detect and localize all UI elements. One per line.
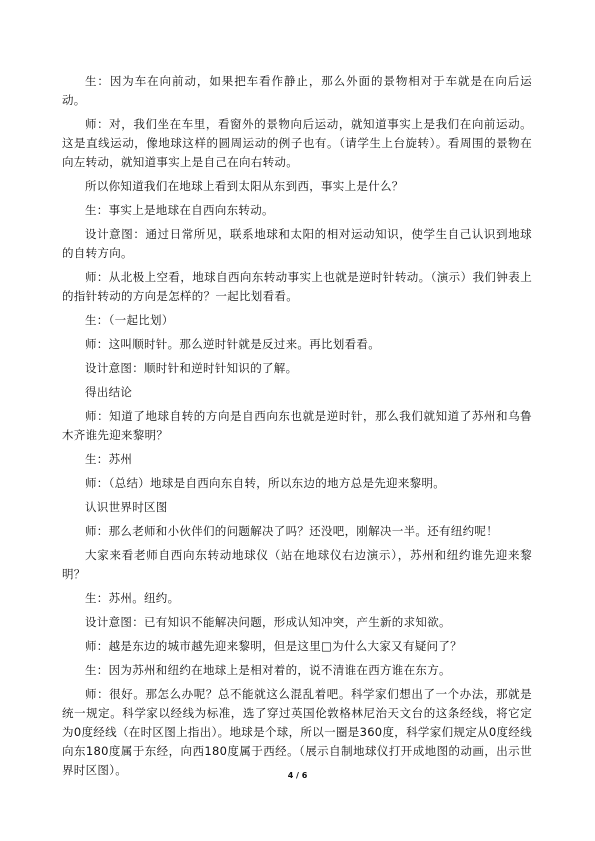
- paragraph: 师：很好。那怎么办呢？总不能就这么混乱着吧。科学家们想出了一个办法，那就是统一规定。科学家以经线为标准，选了穿过英国伦敦格林尼治天文台的这条经线，将它定为0度经线（在时区图上指出）。地球是个球，所以一圈是360度，科学家们规定从0度经线向东180度属于东经，向西180度属于西经。（展示自制地球仪打开成地图的动画，出示世界时区图）。: [62, 687, 532, 777]
- paragraph: 设计意图：顺时针和逆时针知识的了解。: [85, 361, 298, 375]
- paragraph: 生：苏州: [85, 452, 133, 466]
- paragraph: 所以你知道我们在地球上看到太阳从东到西，事实上是什么？: [85, 179, 404, 193]
- page-number: 4 / 6: [287, 771, 308, 780]
- paragraph: 生：因为苏州和纽约在地球上是相对着的，说不清谁在西方谁在东方。: [85, 663, 451, 677]
- paragraph: 生：事实上是地球在自西向东转动。: [85, 203, 274, 217]
- paragraph: 师：从北极上空看，地球自西向东转动事实上也就是逆时针转动。（演示）我们钟表上的指针转动的方向是怎样的？一起比划看看。: [62, 270, 532, 303]
- paragraph: 师：那么老师和小伙伴们的问题解决了吗？还没吧，刚解决一半。还有纽约呢！: [85, 524, 498, 538]
- document-body: [62, 72, 532, 785]
- paragraph: 师：（总结）地球是自西向东自转，所以东边的地方总是先迎来黎明。: [85, 476, 446, 490]
- paragraph: 师：越是东边的城市越先迎来黎明，但是这里□为什么大家又有疑问了？: [85, 639, 462, 653]
- section-heading: 得出结论: [85, 385, 133, 399]
- paragraph: 师：知道了地球自转的方向是自西向东也就是逆时针，那么我们就知道了苏州和乌鲁木齐谁先迎来黎明？: [62, 409, 532, 442]
- paragraph: 设计意图：已有知识不能解决问题，形成认知冲突，产生新的求知欲。: [85, 615, 451, 629]
- paragraph: 大家来看老师自西向东转动地球仪（站在地球仪右边演示），苏州和纽约谁先迎来黎明？: [62, 548, 532, 581]
- paragraph: 生：（一起比划）: [85, 313, 174, 327]
- paragraph: 设计意图：通过日常所见，联系地球和太阳的相对运动知识，使学生自己认识到地球的自转方向。: [62, 227, 532, 260]
- paragraph: 师：对，我们坐在车里，看窗外的景物向后运动，就知道事实上是我们在向前运动。这是直线运动，像地球这样的圆周运动的例子也有。（请学生上台旋转）。看周围的景物在向左转动，就知道事实上是自己在向右转动。: [62, 117, 532, 169]
- paragraph: 师：这叫顺时针。那么逆时针就是反过来。再比划看看。: [85, 337, 380, 351]
- paragraph: 生：苏州。纽约。: [85, 591, 180, 605]
- section-heading: 认识世界时区图: [85, 500, 168, 514]
- paragraph: 生：因为车在向前动，如果把车看作静止，那么外面的景物相对于车就是在向后运动。: [62, 74, 532, 107]
